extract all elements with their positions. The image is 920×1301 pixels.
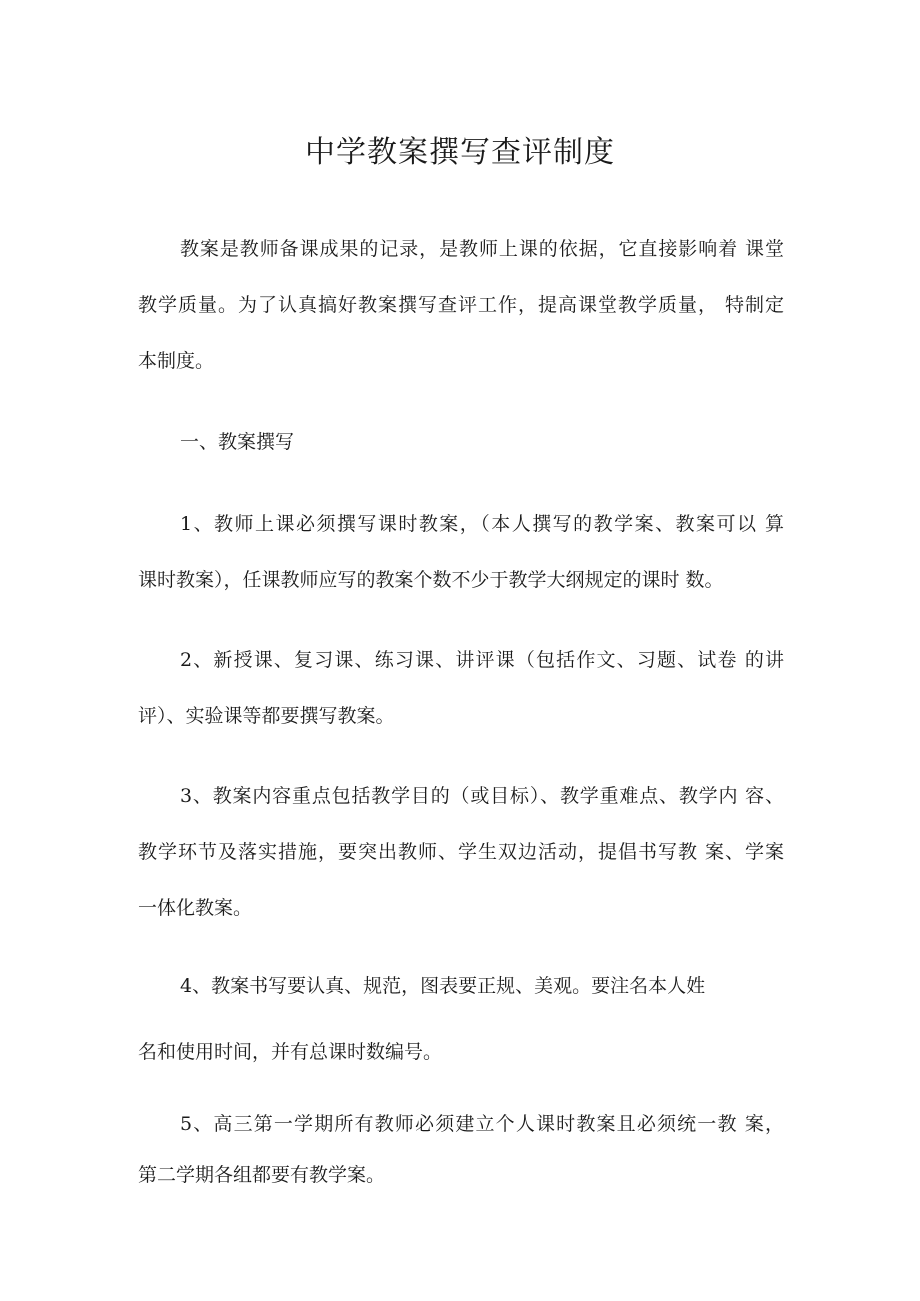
item-2-line-2: 评）、实验课等都要撰写教案。	[138, 705, 395, 727]
item-1-line-1: 1、教师上课必须撰写课时教案，（本人撰写的教学案、教案可以 算	[180, 513, 784, 535]
intro-line-3: 本制度。	[138, 350, 215, 372]
item-4-line-2: 名和使用时间，并有总课时数编号。	[138, 1041, 443, 1063]
item-2-line-1: 2、新授课、复习课、练习课、讲评课（包括作文、习题、试卷 的讲	[180, 649, 784, 671]
intro-line-1: 教案是教师备课成果的记录，是教师上课的依据，它直接影响着 课堂	[180, 238, 784, 260]
document-title: 中学教案撰写查评制度	[305, 135, 615, 170]
item-3-line-1: 3、教案内容重点包括教学目的（或目标）、教学重难点、教学内 容、	[180, 785, 784, 807]
section-heading: 一、教案撰写	[180, 431, 295, 453]
item-5-line-1: 5、高三第一学期所有教师必须建立个人课时教案且必须统一教 案，	[180, 1113, 784, 1135]
item-3-line-3: 一体化教案。	[138, 897, 253, 919]
item-4-line-1: 4、教案书写要认真、规范，图表要正规、美观。要注名本人姓	[180, 975, 706, 997]
item-3-line-2: 教学环节及落实措施，要突出教师、学生双边活动，提倡书写教 案、学案	[138, 841, 784, 863]
item-5-line-2: 第二学期各组都要有教学案。	[138, 1164, 386, 1186]
item-1-line-2: 课时教案），任课教师应写的教案个数不少于教学大纲规定的课时 数。	[138, 569, 724, 591]
intro-line-2: 教学质量。为了认真搞好教案撰写查评工作，提高课堂教学质量， 特制定	[138, 294, 784, 316]
